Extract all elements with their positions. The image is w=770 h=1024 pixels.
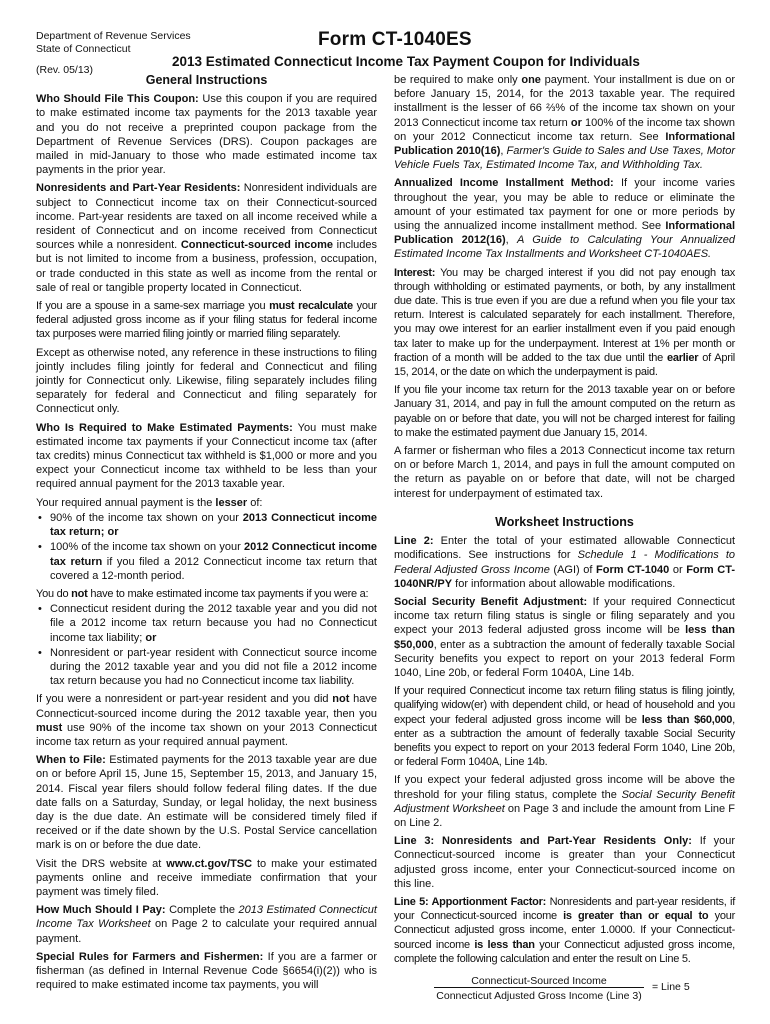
left-column [36,73,377,996]
drs-website-link[interactable]: www.ct.gov/TSC [166,857,253,870]
list-item: • 100% of the income tax shown on your 2012 Connecticut income tax return if you filed a 2012 Connecticut income tax return that covered a 12-month period. [36,540,377,583]
department-name [36,30,191,55]
same-sex-paragraph: If you are a spouse in a same-sex marriage you must recalculate your federal adjusted gross income as if your filing status for federal income tax purposes were married filing jointly or married filing separately. [36,300,377,341]
annual-payment-paragraph: Your required annual payment is the lesser of: [36,496,263,509]
except-paragraph: Except as otherwise noted, any reference in these instructions to filing jointly includes filing jointly for federal and Connecticut and filing jointly for Connecticut only. Likewise, filing separately includes filing separately for federal and Connecticut and filing separately for Connecticut only. [36,346,377,416]
list-item: • Nonresident or part-year resident with Connecticut source income during the 2012 taxable year and you did not file a 2012 income tax return because you had no Connecticut income tax liability. [36,646,377,689]
worksheet-instructions-heading: Worksheet Instructions [495,514,634,529]
who-should-file-paragraph: Who Should File This Coupon: Use this coupon if you are required to make estimated income tax payments for the 2013 taxable year and you do not receive a preprinted coupon package from the Department of Revenue Services (DRS). Coupon packages are mailed in mid-January to those who made estimated income tax payments in the prior year. [36,93,377,177]
general-instructions-heading: General Instructions [145,73,268,87]
fraction-bar [434,987,644,988]
apportionment-fraction [394,974,735,1010]
when-to-file-paragraph: When to File: Estimated payments for the 2013 taxable year are due on or before April 15, June 15, September 15, 2013, and January 15, 2014. Fiscal year filers should follow federal filing dates. If the due date falls on a Saturday, Sunday, or legal holiday, the next business day is the due date. An estimate will be considered timely filed if received or if the date shown by the U.S. Postal Service cancellation mark is on or before the due date. [36,754,377,852]
social-security-paragraph: Social Security Benefit Adjustment: If your required Connecticut income tax return filing status is single or filing separately and you expect your 2013 federal adjusted gross income will be less than $50,000, enter as a subtraction the amount of federally taxable Social Security benefits you expect to report on your 2013 federal Form 1040, Line 20b, or federal Form 1040A, Line 14b. [394,595,736,679]
farmers-paragraph: Special Rules for Farmers and Fishermen: If you are a farmer or fisherman (as defined in Internal Revenue Code §6654(i)(2)) who is required to make estimated income tax payments, you will [36,950,377,992]
joint-filing-paragraph: If your required Connecticut income tax return filing status is filing jointly, qualifying widow(er) with dependent child, or head of household and you expect your federal adjusted gross income will be less than $60,000, enter as a subtraction the amount of federally taxable Social Security benefits you expect to report on your 2013 federal Form 1040, Line 20b, or federal Form 1040A, Line 14b. [394,685,735,769]
annualized-paragraph: Annualized Income Installment Method: If your income varies throughout the year, you may be able to reduce or eliminate the amount of your estimated tax payment for one or more periods by using the annualized income installment method. See Informational Publication 2012(16), A Guide to Calculating Your Annualized Estimated Income Tax Installments and Worksheet CT-1040AES. [394,177,735,261]
above-threshold-paragraph: If you expect your federal adjusted gross income will be above the threshold for your filing status, complete the Social Security Benefit Adjustment Worksheet on Page 3 and include the amount from Line F on Line 2. [394,774,735,829]
line3-paragraph: Line 3: Nonresidents and Part-Year Residents Only: If your Connecticut-sourced income is greater than your Connecticut adjusted gross income, enter your Connecticut-sourced income on this line. [394,835,735,890]
farmers-continued-paragraph: be required to make only one payment. Your installment is due on or before January 15, 2014, for the 2013 taxable year. The required installment is the lesser of 66 ⅔% of the income tax shown on your 2013 Connecticut income tax return or 100% of the income tax shown on your 2012 Connecticut income tax return. See Informational Publication 2010(16), Farmer's Guide to Sales and Use Taxes, Motor Vehicle Fuels Tax, Estimated Income Tax, and Withholding Tax. [394,74,736,172]
state-label: State of Connecticut [36,42,131,55]
who-required-paragraph: Who Is Required to Make Estimated Payments: You must make estimated income tax payments if your Connecticut income tax (after tax credits) minus Connecticut tax withheld is $1,000 or more and you expect your Connecticut income tax withheld to be less than your required annual payment for the 2013 taxable year. [36,421,377,491]
visit-website-paragraph: Visit the DRS website at www.ct.gov/TSC to make your estimated payments online and receive immediate confirmation that your payment was timely filed. [36,857,377,898]
nonresidents-paragraph: Nonresidents and Part-Year Residents: Nonresident individuals are subject to Connecticut income tax on their Connecticut-sourced income. Part-year residents are taxed on all income received while a resident of Connecticut and on income received from Connecticut sources while a nonresident. Connecticut-sourced income includes but is not limited to income from a business, profession, occupation, or trade conducted in this state as well as income from the rental or sale of real or tangible property located in Connecticut. [36,182,378,294]
annual-payment-list [36,511,377,583]
form-subtitle: 2013 Estimated Connecticut Income Tax Payment Coupon for Individuals [172,54,640,69]
how-much-paragraph: How Much Should I Pay: Complete the 2013 Estimated Connecticut Income Tax Worksheet on Page 2 to calculate your required annual payment. [36,904,377,945]
list-item: • Connecticut resident during the 2012 taxable year and you did not file a 2012 income tax return because you had no Connecticut income tax liability; or [36,602,377,645]
line5-paragraph: Line 5: Apportionment Factor: Nonresidents and part-year residents, if your Connecticut-sourced income is greater than or equal to your Connecticut adjusted gross income, enter 1.0000. If your Connecticut-sourced income is less than your Connecticut adjusted gross income, complete the following calculation and enter the result on Line 5. [394,895,735,965]
farmer-return-paragraph: A farmer or fisherman who files a 2013 Connecticut income tax return on or before March 1, 2014, and pays in full the amount computed on the return as payable on or before that date, will not be charged interest for underpayment of estimated tax. [394,445,735,500]
exemption-list [36,602,377,688]
fraction-denominator: Connecticut Adjusted Gross Income (Line 3) [436,989,642,1002]
not-required-paragraph: You do not have to make estimated income tax payments if you were a: [36,587,369,600]
fraction-numerator: Connecticut-Sourced Income [471,974,607,987]
form-title: Form CT-1040ES [318,29,472,50]
interest-paragraph: Interest: You may be charged interest if you did not pay enough tax through withholding or estimated payments, or both, by any installment due date. This is true even if you are due a refund when you file your tax return. Interest is calculated separately for each installment. Therefore, you may owe interest for an earlier installment even if you paid enough tax later to make up for the underpayment. Interest at 1% per month or fraction of a month will be added to the tax due until the earlier of April 15, 2014, or the date on which the underpayment is paid. [394,266,735,379]
fraction-result: = Line 5 [652,980,690,993]
line2-paragraph: Line 2: Enter the total of your estimated allowable Connecticut modifications. See instructions for Schedule 1 - Modifications to Federal Adjusted Gross Income (AGI) of Form CT-1040 or Form CT-1040NR/PY for information about allowable modifications. [394,535,735,590]
file-return-paragraph: If you file your income tax return for the 2013 taxable year on or before January 31, 2014, and pay in full the amount computed on the return as payable on or before that date, you will not be charged interest for failing to make the estimated payment due January 15, 2014. [394,384,735,439]
who-should-file-label: Who Should File This Coupon: [36,93,199,106]
nonresident-part-year-paragraph: If you were a nonresident or part-year resident and you did not have Connecticut-sourced income during the 2012 taxable year, then you must use 90% of the income tax shown on your 2013 Connecticut income tax return as your required annual payment. [36,693,377,748]
department-label: Department of Revenue Services [36,30,191,42]
revision-label: (Rev. 05/13) [36,64,93,76]
list-item: • 90% of the income tax shown on your 2013 Connecticut income tax return; or [36,511,377,539]
right-column [394,73,735,1010]
